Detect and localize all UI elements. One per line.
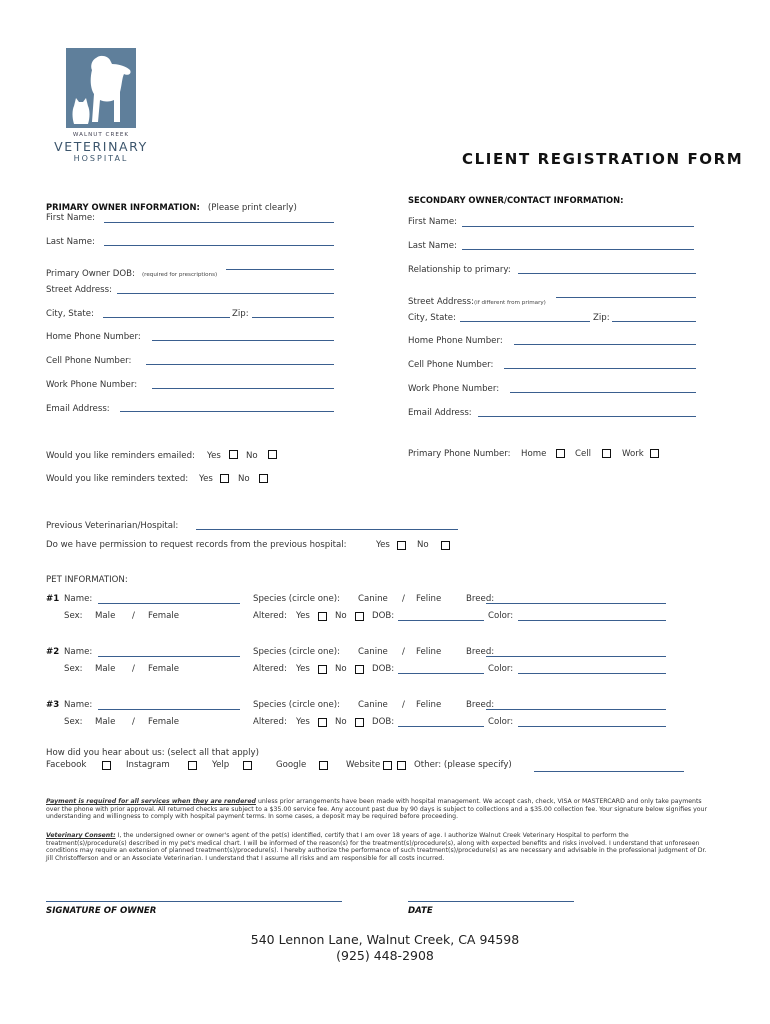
records-permission-yes-label: Yes [376,540,390,550]
reminders-emailed-no-checkbox[interactable] [268,450,277,459]
pet3-species-slash: / [402,700,405,710]
pet1-canine[interactable]: Canine [358,594,388,604]
pet2-feline[interactable]: Feline [416,647,442,657]
owner-signature-field[interactable] [46,901,342,902]
primary-phone-cell-checkbox[interactable] [602,449,611,458]
secondary-work-phone-field[interactable] [510,392,696,393]
secondary-street-label: Street Address: [408,297,474,307]
primary-cell-phone-label: Cell Phone Number: [46,356,132,366]
pet1-dob-field[interactable] [398,620,484,621]
pet2-sex-label: Sex: [64,664,83,674]
primary-street-label: Street Address: [46,285,112,295]
pet1-altered-yes-checkbox[interactable] [318,612,327,621]
pet1-name-label: Name: [64,594,93,604]
dog-cat-icon [66,48,136,128]
pet1-altered-label: Altered: [253,611,287,621]
pet1-breed-field[interactable] [486,603,666,604]
primary-cell-phone-field[interactable] [146,364,334,365]
logo-line2: VETERINARY [54,139,148,154]
primary-dob-row [46,261,217,280]
logo [46,46,162,164]
pet3-sex-label: Sex: [64,717,83,727]
payment-lead: Payment is required for all services when they are rendered [46,798,256,805]
pet2-breed-field[interactable] [486,656,666,657]
pet3-altered-label: Altered: [253,717,287,727]
pet3-canine[interactable]: Canine [358,700,388,710]
pet1-female[interactable]: Female [148,611,180,621]
reminders-emailed-label: Would you like reminders emailed: [46,451,195,461]
pet3-name-label: Name: [64,700,93,710]
secondary-work-phone-label: Work Phone Number: [408,384,500,394]
previous-vet-label: Previous Veterinarian/Hospital: [46,521,179,531]
primary-street-field[interactable] [117,293,334,294]
secondary-owner-heading: SECONDARY OWNER/CONTACT INFORMATION: [408,195,624,205]
previous-vet-field[interactable] [196,529,458,530]
pet3-breed-field[interactable] [486,709,666,710]
owner-signature-label: SIGNATURE OF OWNER [46,906,157,916]
hear-about-option-label: Yelp [212,760,230,770]
primary-work-phone-label: Work Phone Number: [46,380,138,390]
pet2-color-field[interactable] [518,673,666,674]
pet2-color-label: Color: [488,664,514,674]
primary-zip-field[interactable] [252,317,334,318]
pet3-female[interactable]: Female [148,717,180,727]
pet2-dob-label: DOB: [372,664,395,674]
primary-phone-label: Primary Phone Number: [408,449,511,459]
pet3-name-field[interactable] [98,709,240,710]
pet1-number: #1 [46,594,60,604]
secondary-home-phone-label: Home Phone Number: [408,336,503,346]
hear-about-option-label: Website [346,760,381,770]
pet2-altered-no-checkbox[interactable] [355,665,364,674]
secondary-first-name-label: First Name: [408,217,458,227]
secondary-relationship-label: Relationship to primary: [408,265,511,275]
primary-email-label: Email Address: [46,404,110,414]
pet2-canine[interactable]: Canine [358,647,388,657]
primary-phone-work-label: Work [622,449,644,459]
primary-heading-text: PRIMARY OWNER INFORMATION: [46,202,200,212]
page-title: CLIENT REGISTRATION FORM [462,150,744,168]
primary-phone-home-label: Home [521,449,547,459]
hear-about-option-label: Instagram [126,760,170,770]
pet3-dob-label: DOB: [372,717,395,727]
pet1-male[interactable]: Male [95,611,116,621]
pet1-dob-label: DOB: [372,611,395,621]
secondary-relationship-field[interactable] [518,273,696,274]
payment-body: unless prior arrangements have been made with hospital management. We accept cash, check, VISA or MASTERCARD and only take payments over the phone with prior approval. All returned checks are subject to a $35.00 service fee. Any account past due by 90 days is subject to collections and a $35.00 collection fee. Your signature below signifies your understanding and willingness to comply with hospital payment terms. In some cases, a deposit may be required before proceeding. [46,798,708,821]
pet1-altered-no-label: No [335,611,347,621]
primary-dob-note: (required for prescriptions) [142,272,218,278]
primary-dob-label: Primary Owner DOB: [46,269,135,279]
pet2-altered-no-label: No [335,664,347,674]
pet3-dob-field[interactable] [398,726,484,727]
secondary-city-field[interactable] [460,321,590,322]
secondary-cell-phone-label: Cell Phone Number: [408,360,494,370]
pet3-breed-label: Breed: [466,700,495,710]
pet1-name-field[interactable] [98,603,240,604]
primary-dob-field[interactable] [226,269,334,270]
pet2-number: #2 [46,647,60,657]
reminders-texted-yes-label: Yes [199,474,213,484]
pet1-altered-yes-label: Yes [296,611,310,621]
pet1-altered-no-checkbox[interactable] [355,612,364,621]
primary-last-name-field[interactable] [104,245,334,246]
primary-last-name-label: Last Name: [46,237,95,247]
secondary-email-label: Email Address: [408,408,472,418]
primary-city-label: City, State: [46,309,94,319]
pet2-name-label: Name: [64,647,93,657]
pet2-male[interactable]: Male [95,664,116,674]
pet2-name-field[interactable] [98,656,240,657]
records-permission-label: Do we have permission to request records from the previous hospital: [46,540,347,550]
secondary-last-name-field[interactable] [462,249,694,250]
primary-phone-work-checkbox[interactable] [650,449,659,458]
pet1-feline[interactable]: Feline [416,594,442,604]
secondary-first-name-field[interactable] [462,226,694,227]
primary-first-name-field[interactable] [104,222,334,223]
pet3-color-label: Color: [488,717,514,727]
consent-paragraph [46,832,710,862]
primary-email-field[interactable] [120,411,334,412]
records-permission-no-label: No [417,540,429,550]
secondary-zip-label: Zip: [593,313,610,323]
pet2-altered-label: Altered: [253,664,287,674]
hear-about-option-checkbox[interactable] [243,761,252,770]
hear-about-option-checkbox[interactable] [383,761,392,770]
consent-lead: Veterinary Consent: [46,832,116,839]
pet1-species-label: Species (circle one): [253,594,340,604]
pet2-altered-yes-label: Yes [296,664,310,674]
primary-heading-note: (Please print clearly) [207,203,297,213]
reminders-texted-yes-checkbox[interactable] [220,474,229,483]
primary-zip-label: Zip: [232,309,249,319]
hear-about-other-field[interactable] [534,771,684,772]
pet-info-heading: PET INFORMATION: [46,575,128,585]
logo-line1: WALNUT CREEK [72,132,130,138]
hear-about-option-label: Google [276,760,307,770]
secondary-street-field[interactable] [556,297,696,298]
secondary-city-label: City, State: [408,313,456,323]
footer-address: 540 Lennon Lane, Walnut Creek, CA 94598 [250,932,520,947]
primary-city-field[interactable] [103,317,230,318]
pet2-species-label: Species (circle one): [253,647,340,657]
pet3-species-label: Species (circle one): [253,700,340,710]
primary-first-name-label: First Name: [46,213,96,223]
pet3-sex-slash: / [132,717,135,727]
hear-about-question: How did you hear about us: (select all that apply) [46,748,259,758]
hear-about-option-checkbox[interactable] [102,761,111,770]
pet2-female[interactable]: Female [148,664,180,674]
reminders-texted-no-checkbox[interactable] [259,474,268,483]
pet2-altered-yes-checkbox[interactable] [318,665,327,674]
pet1-sex-slash: / [132,611,135,621]
pet1-sex-label: Sex: [64,611,83,621]
reminders-texted-no-label: No [238,474,250,484]
pet1-breed-label: Breed: [466,594,495,604]
hear-about-option-checkbox[interactable] [188,761,197,770]
secondary-street-row [408,289,546,308]
pet1-species-slash: / [402,594,405,604]
pet1-color-label: Color: [488,611,514,621]
primary-work-phone-field[interactable] [152,388,334,389]
footer-phone: (925) 448-2908 [336,948,434,963]
secondary-home-phone-field[interactable] [514,344,696,345]
reminders-emailed-yes-label: Yes [207,451,221,461]
pet3-male[interactable]: Male [95,717,116,727]
pet2-sex-slash: / [132,664,135,674]
pet3-altered-yes-label: Yes [296,717,310,727]
primary-owner-heading [46,195,297,214]
records-permission-no-checkbox[interactable] [441,541,450,550]
pet3-altered-yes-checkbox[interactable] [318,718,327,727]
reminders-emailed-yes-checkbox[interactable] [229,450,238,459]
secondary-zip-field[interactable] [612,321,696,322]
logo-line3: HOSPITAL [73,154,129,163]
pet3-feline[interactable]: Feline [416,700,442,710]
primary-home-phone-label: Home Phone Number: [46,332,141,342]
pet3-number: #3 [46,700,60,710]
logo-mark [66,48,136,128]
pet1-color-field[interactable] [518,620,666,621]
consent-body: I, the undersigned owner or owner's agent of the pet(s) identified, certify that I am over 18 years of age. I authorize Walnut Creek Veterinary Hospital to perform the treatment(s)/procedure(s) described in my pet's medical chart. I will be informed of the reason(s) for the treatment(s)/procedure(s), along with expected benefits and risks involved. I understand that unforeseen conditions may require an extension of planned treatment(s)/procedure(s). I hereby authorize the performance of such treatment(s)/procedure(s) as are necessary and advisable in the professional judgment of Dr. Jill Christofferson and or an Associate Veterinarian. I understand that I assume all risks and am responsible for all costs incurred. [46,832,707,862]
pet2-dob-field[interactable] [398,673,484,674]
date-field[interactable] [408,901,574,902]
hear-about-option-checkbox[interactable] [319,761,328,770]
secondary-cell-phone-field[interactable] [504,368,696,369]
pet3-altered-no-label: No [335,717,347,727]
primary-phone-cell-label: Cell [575,449,592,459]
reminders-emailed-no-label: No [246,451,258,461]
payment-paragraph [46,798,710,821]
pet3-color-field[interactable] [518,726,666,727]
primary-home-phone-field[interactable] [152,340,334,341]
date-label: DATE [408,906,433,916]
hear-about-option-checkbox[interactable] [397,761,406,770]
pet3-altered-no-checkbox[interactable] [355,718,364,727]
reminders-texted-label: Would you like reminders texted: [46,474,189,484]
primary-phone-home-checkbox[interactable] [556,449,565,458]
pet2-species-slash: / [402,647,405,657]
secondary-last-name-label: Last Name: [408,241,457,251]
pet2-breed-label: Breed: [466,647,495,657]
records-permission-yes-checkbox[interactable] [397,541,406,550]
secondary-street-note: (if different from primary) [473,300,546,306]
hear-about-option-label: Facebook [46,760,87,770]
secondary-email-field[interactable] [478,416,696,417]
hear-about-option-label: Other: (please specify) [414,760,512,770]
